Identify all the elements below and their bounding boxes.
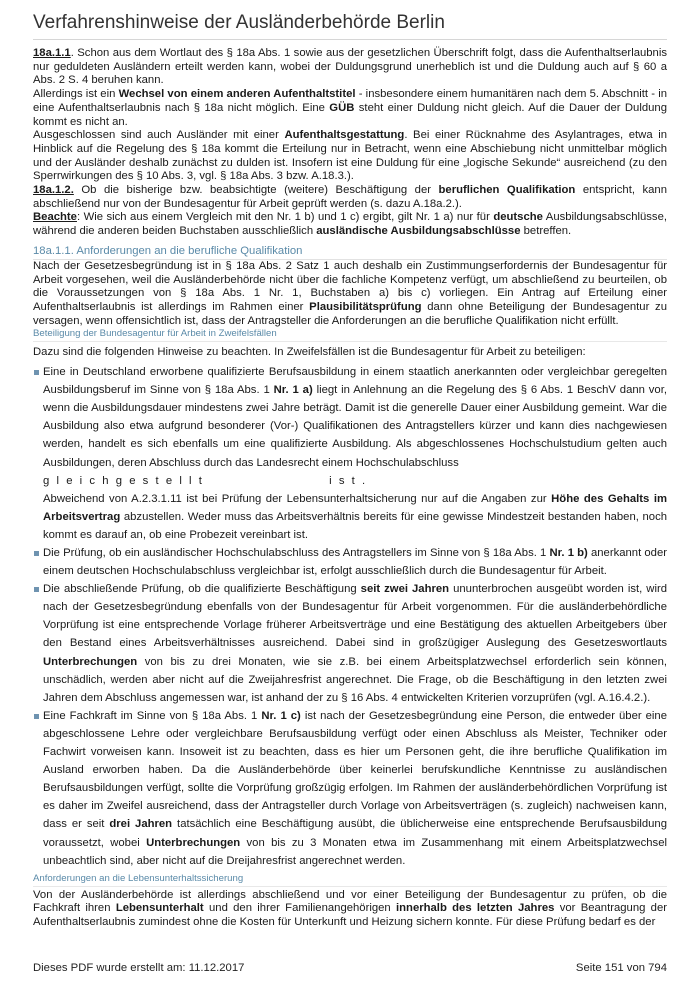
section-reference: 18a.1.2. <box>33 184 74 197</box>
emphasis: Nr. 1 b) <box>549 547 588 559</box>
list-item <box>33 707 667 870</box>
emphasis: Nr. 1 a) <box>273 384 313 397</box>
emphasis: beruflichen Qualifikation <box>438 184 576 197</box>
emphasis: GÜB <box>329 101 355 114</box>
text: - insbesondere einem humanitären nach dem 5. Abschnitt - in eine Aufenthaltserlaubnis nach § 18a nicht möglich. Eine <box>33 88 667 114</box>
text: ununterbrochen ausgeübt worden ist, wird nach der Gesetzesbegründung ebenfalls von der Bundesagentur für Arbeit vorgenommen. Für die ausländerbehördliche Vorprüfung ist eine entsprechende Vorlage früherer Arbeitsverträge und eine Bestätigung des aktuellen Arbeitgebers über den Bestand eines Arbeitsverhältnisses ausreichend. Dabei sind in großzügiger Auslegung des Gesetzeswortlauts <box>43 583 667 650</box>
text: entspricht, kann abschließend nur von der Bundesagentur für Arbeit geprüft werden (s. dazu A.18a.2.). <box>33 184 667 210</box>
bullet-icon <box>34 370 39 375</box>
text: dann ohne Beteiligung der Bundesagentur zu versagen, wenn offensichtlich ist, dass der Antragsteller die Anforderungen an die berufliche Qualifikation nicht erfüllt. <box>33 300 667 327</box>
text: Ausgeschlossen sind auch Ausländer mit einer <box>33 129 285 142</box>
text: tatsächlich eine Beschäftigung ausübt, die üblicherweise eine entsprechende Berufsausbildung voraussetzt, wobei <box>43 818 668 849</box>
text: . Bei einer Rücknahme des Asylantrages, etwa in Hinblick auf die Regelung des § 18a kommt die Erteilung nur in Betracht, wenn eine Abschiebung nicht unmittelbar möglich und der Ausländer deshalb zunächst zu dulden ist. Insofern ist eine Duldung für eine „logische Sekunde“ ausreichend (zu den Sperrwirkungen des § 10 Abs. 3, vgl. § 18a Abs. 3 bzw. A.18.3.). <box>33 129 667 183</box>
document-title: Verfahrenshinweise der Ausländerbehörde Berlin <box>33 12 445 33</box>
emphasis: Wechsel von einem anderen Aufenthaltstitel <box>118 88 356 101</box>
subsection-heading-livelihood: Anforderungen an die Lebensunterhaltssicherung <box>33 873 667 887</box>
list-item <box>33 544 667 580</box>
paragraph-beachte <box>33 211 667 238</box>
page-number: Seite 151 von 794 <box>575 962 667 974</box>
text: anerkannt oder einem deutschen Hochschulabschluss vergleichbar ist, erfolgt ausschließlich durch die Bundesagentur für Arbeit. <box>43 547 667 578</box>
text: vor Beantragung der Aufenthaltserlaubnis zumindest ohne die Kosten für Unterkunft und Heizung sichern konnte. Für diese Prüfung bedarf es der <box>33 902 668 929</box>
emphasis: deutsche <box>493 211 543 224</box>
emphasis: Höhe des Gehalts im Arbeitsvertrag <box>43 492 668 523</box>
paragraph-intro-hints: Dazu sind die folgenden Hinweise zu beachten. In Zweifelsfällen ist die Bundesagentur für Arbeit zu beteiligen: <box>33 346 586 359</box>
text: Abweichend von A.2.3.1.11 ist bei Prüfung der Lebensunterhaltsicherung nur auf die Angaben zur <box>43 492 552 505</box>
document-page <box>33 0 667 930</box>
emphasis: innerhalb des letzten Jahres <box>396 902 555 915</box>
text: Von der Ausländerbehörde ist allerdings abschließend und vor einer Beteiligung der Bundesagentur zu prüfen, ob die Fachkraft ihren <box>33 888 667 915</box>
text: von bis zu drei Monaten, wie sie z.B. bei einem Arbeitsplatzwechsel erforderlich sein können, unschädlich, werden aber nicht auf die Zweijahresfrist angerechnet. Die Frage, ob die Beschäftigung in den letzten zwei Jahren dem Abschluss angemessen war, ist anhand der zu § 16 Abs. 4 entwickelten Kriterien vorzuprüfen (vgl. A.16.4.2.). <box>43 655 667 704</box>
section-heading-qualification: 18a.1.1. Anforderungen an die berufliche Qualifikation <box>33 244 667 260</box>
text: betreffen. <box>520 225 572 238</box>
paragraph-qualification <box>33 260 667 329</box>
bullet-icon <box>34 714 39 719</box>
spaced-text: gleichgestellt <box>43 474 210 487</box>
text: abzustellen. Weder muss das Arbeitsverhältnis bereits für eine gewisse Mindestzeit bestanden haben, noch kommt es darauf an, ob eine Probezeit vereinbart ist. <box>43 510 667 541</box>
paragraph-livelihood <box>33 889 667 930</box>
text: steht einer Duldung nicht gleich. Auf die Dauer der Duldung kommt es nicht an. <box>33 101 667 128</box>
emphasis: ausländische Ausbildungsabschlüsse <box>316 225 521 238</box>
bullet-icon <box>34 551 39 556</box>
text: Nach der Gesetzesbegründung ist in § 18a Abs. 2 Satz 1 auch deshalb ein Zustimmungserfordernis der Bundesagentur für Arbeit vorgesehen, weil die Ausländerbehörde nicht über die fachliche Kompetenz verfügt, um abschließend zu beurteilen, ob die Voraussetzungen von § 18a Abs. 1 Nr. 1, Buchstaben a) bis c) vorliegen. Ein Antrag auf Erteilung einer Aufenthaltserlaubnis ist allerdings im Rahmen einer <box>33 259 667 313</box>
emphasis: seit zwei Jahren <box>360 583 450 596</box>
document-content <box>33 47 667 930</box>
text: Die Prüfung, ob ein ausländischer Hochschulabschluss des Antragstellers im Sinne von § 18a Abs. 1 <box>43 547 550 559</box>
emphasis: Lebensunterhalt <box>115 902 204 915</box>
list-item <box>33 363 667 544</box>
emphasis: Aufenthaltsgestattung <box>284 129 405 142</box>
text: Ausbildungsabschlüsse, während die anderen beiden Buchstaben ausschließlich <box>33 211 667 238</box>
text: und den ihrer Familienangehörigen <box>203 902 396 915</box>
page-footer <box>33 962 667 974</box>
bullet-icon <box>34 587 39 592</box>
title-divider <box>33 39 667 40</box>
section-reference: 18a.1.1 <box>33 47 71 59</box>
text: Allerdings ist ein <box>33 88 119 101</box>
emphasis: drei Jahren <box>109 818 173 831</box>
text: ist nach der Gesetzesbegründung eine Person, die entweder über eine abgeschlossene Lehre oder vergleichbare Berufsausbildung verfügt oder einen Abschluss als Meister, Techniker oder Fachwirt vorweisen kann. Insoweit ist zu beachten, dass es hier um Personen geht, die ihre berufliche Qualifikation im Ausland erworben haben. Da die Ausländerbehörde über keinerlei berufskundliche Kenntnisse zu ausländischen Berufsausbildungen verfügt, sollte die Vorprüfung großzügig erfolgen. Im Rahmen der ausländerbehördlichen Vorprüfung ist es daher im Zweifel ausreichend, dass der Antragsteller durch Vorlage von Arbeitsverträgen (s. zugleich) nachweisen kann, dass er seit <box>43 709 667 831</box>
note-label: Beachte <box>33 211 77 224</box>
emphasis: Plausibilitätsprüfung <box>309 300 422 313</box>
paragraph-title-change <box>33 88 667 129</box>
paragraph-text: . Schon aus dem Wortlaut des § 18a Abs. 1 sowie aus der gesetzlichen Überschrift folgt, dass die Aufenthaltserlaubnis nur geduldeten Ausländern erteilt werden kann, wobei der Duldungsgrund unerheblich ist und die Duldung auch auf § 60 a Abs. 2 S. 4 beruhen kann. <box>33 47 667 87</box>
text: Eine Fachkraft im Sinne von § 18a Abs. 1 <box>43 709 262 722</box>
paragraph-18a-1-2 <box>33 184 667 211</box>
text: Ob die bisherige bzw. beabsichtigte (weitere) Beschäftigung der <box>73 184 439 197</box>
text: liegt in Anlehnung an die Regelung des § 6 Abs. 1 BeschV dann vor, wenn die Ausbildungsdauer mindestens zwei Jahre beträgt. Damit ist die generelle Dauer einer Ausbildung gemeint. War die Ausbildung also etwa aufgrund besonderer (Vor-) Qualifikationen des Antragstellers kürzer und kann dies nachgewiesen werden, handelt es sich ebenfalls um eine qualifizierte Ausbildung. Als abgeschlossenes Hochschulstudium gelten auch Ausbildungen, deren Abschluss durch das Landesrecht einem Hochschulabschluss <box>43 384 667 469</box>
creation-date-note: Dieses PDF wurde erstellt am: 11.12.2017 <box>33 962 245 974</box>
text: Die abschließende Prüfung, ob die qualifizierte Beschäftigung <box>43 583 361 596</box>
spaced-text: ist. <box>329 474 373 487</box>
list-item <box>33 580 667 707</box>
emphasis: Nr. 1 c) <box>261 709 301 722</box>
paragraph-18a-1-1 <box>33 47 667 88</box>
text: : Wie sich aus einem Vergleich mit den Nr. 1 b) und 1 c) ergibt, gilt Nr. 1 a) nur für <box>76 211 494 224</box>
emphasis: Unterbrechungen <box>43 655 138 668</box>
emphasis: Unterbrechungen <box>146 836 241 849</box>
hint-list <box>33 363 667 870</box>
text: von bis zu 3 Monaten etwa im Zusammenhang mit einem Arbeitsplatzwechsel unbeachtlich sind, aber nicht auf die Dreijahresfrist angerechnet werden. <box>43 836 667 867</box>
text: Eine in Deutschland erworbene qualifizierte Berufsausbildung in einem staatlich anerkannten oder vergleichbar geregelten Ausbildungsberuf im Sinne von § 18a Abs. 1 <box>43 366 667 397</box>
subsection-heading-participation: Beteiligung der Bundesagentur für Arbeit in Zweifelsfällen <box>33 328 667 342</box>
paragraph-exclusion <box>33 129 667 184</box>
